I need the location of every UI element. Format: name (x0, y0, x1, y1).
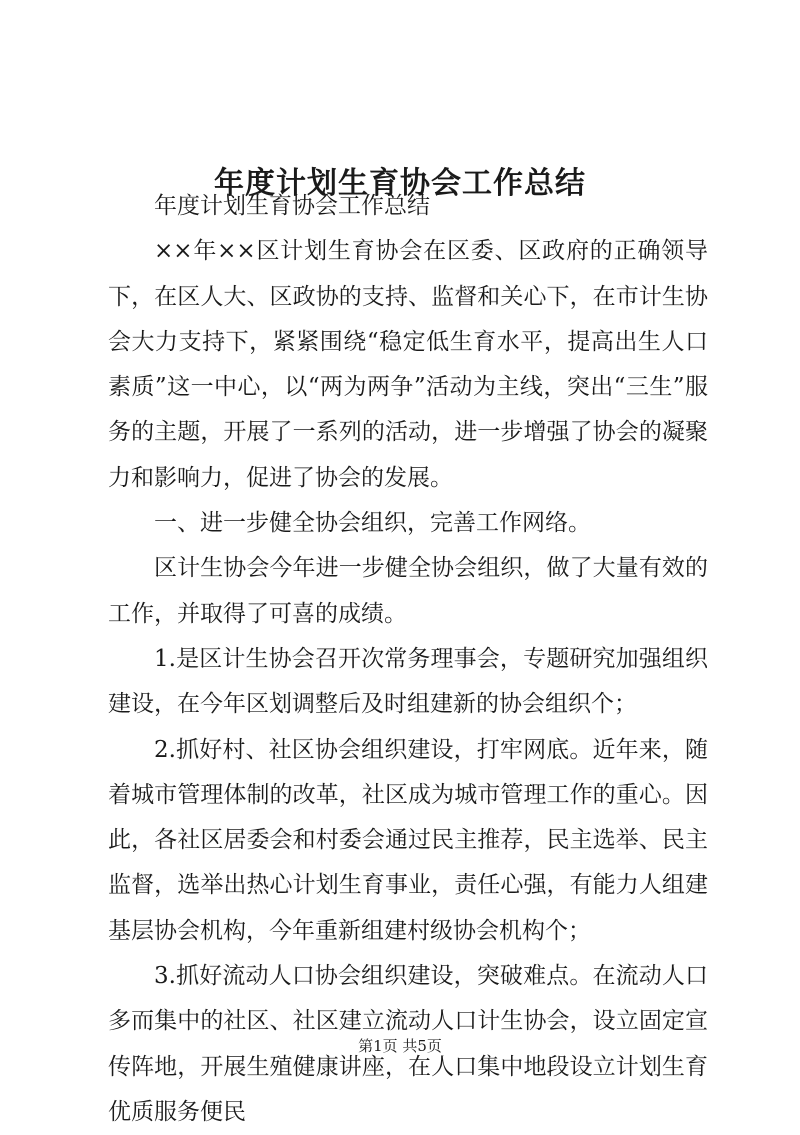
page-footer (0, 1036, 800, 1056)
section-heading-1: 一、进一步健全协会组织，完善工作网络。 (154, 510, 591, 537)
document-body (108, 184, 708, 1135)
paragraph-section-1-summary: 区计生协会今年进一步健全协会组织，做了大量有效的工作，并取得了可喜的成绩。 (108, 555, 708, 627)
page-number: 第1页 共5页 (358, 1037, 442, 1055)
paragraph-intro: ××年××区计划生育协会在区委、区政府的正确领导下，在区人大、区政协的支持、监督和关心下，在市计生协会大力支持下，紧紧围绕“稳定低生育水平，提高出生人口素质”这一中心，以“两为两争”活动为主线，突出“三生”服务的主题，开展了一系列的活动，进一步增强了协会的凝聚力和影响力，促进了协会的发展。 (108, 238, 708, 491)
list-item-2: 2.抓好村、社区协会组织建设，打牢网底。近年来，随着城市管理体制的改革，社区成为城市管理工作的重心。因此，各社区居委会和村委会通过民主推荐，民主选举、民主监督，选举出热心计划生育事业，责任心强，有能力人组建基层协会机构，今年重新组建村级协会机构个； (108, 736, 708, 944)
document-title: 年度计划生育协会工作总结 (214, 166, 586, 202)
paragraph-subtitle: 年度计划生育协会工作总结 (154, 193, 430, 219)
list-item-3: 3.抓好流动人口协会组织建设，突破难点。在流动人口多而集中的社区、社区建立流动人口计生协会，设立固定宣传阵地，开展生殖健康讲座，在人口集中地段设立计划生育优质服务便民 (108, 963, 708, 1125)
list-item-1: 1.是区计生协会召开次常务理事会，专题研究加强组织建设，在今年区划调整后及时组建新的协会组织个； (108, 645, 708, 718)
